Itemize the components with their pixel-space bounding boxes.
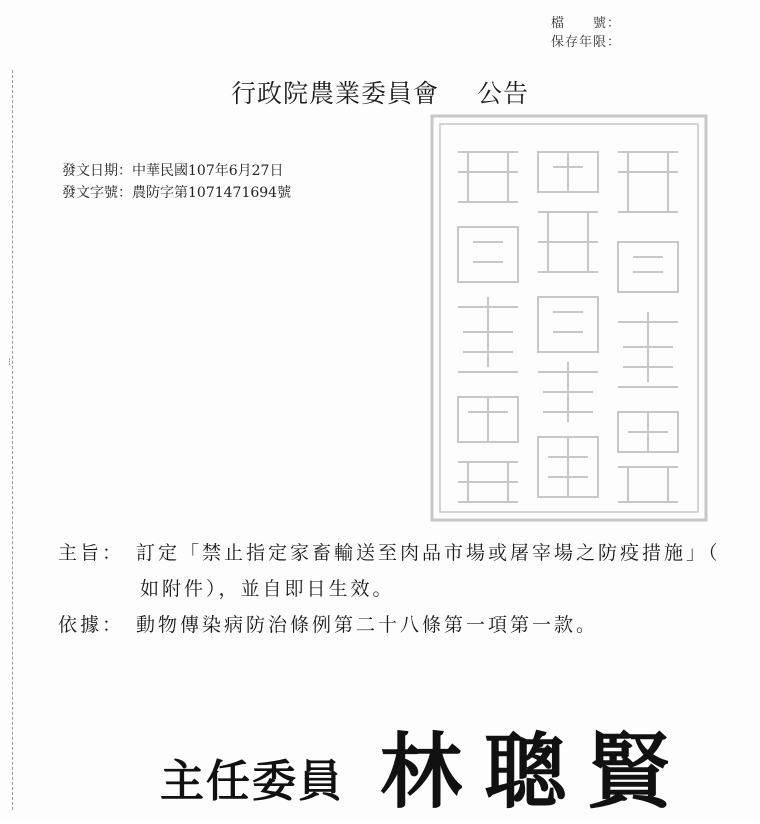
reference-number-value: 農防字第1071471694號 [132, 185, 292, 201]
subject-text-line2: 如附件），並自即日生效。 [140, 578, 395, 600]
basis-text: 動物傳染病防治條例第二十八條第一項第一款。 [136, 614, 599, 636]
retention-period-label: 保存年限： [551, 35, 622, 50]
subject-label: 主旨： [58, 542, 125, 564]
notice-body [58, 538, 758, 646]
signature-block [160, 705, 720, 819]
signatory-title: 主任委員 [160, 756, 344, 807]
issue-date-row [62, 160, 291, 182]
reference-number-row [62, 182, 291, 204]
archive-info [551, 14, 621, 52]
official-seal [428, 112, 710, 524]
subject-continuation-row [58, 574, 758, 610]
agency-name: 行政院農業委員會 [230, 79, 439, 108]
subject-text-line1: 訂定「禁止指定家畜輸送至肉品市場或屠宰場之防疫措施」（ [136, 542, 721, 564]
issue-metadata [62, 160, 291, 204]
signatory-name: 林聰賢 [380, 724, 693, 820]
issue-date-value: 中華民國107年6月27日 [132, 163, 284, 179]
official-seal-stamp-icon [428, 112, 710, 524]
reference-number-label: 發文字號： [62, 185, 132, 201]
binding-hole-mark: ⁝ [8, 357, 12, 368]
document-title [0, 74, 760, 110]
issue-date-label: 發文日期： [62, 163, 132, 179]
document-type: 公告 [477, 79, 530, 108]
basis-label: 依據： [58, 614, 125, 636]
subject-row [58, 538, 758, 574]
file-number-label: 檔 號： [551, 16, 622, 31]
binding-dashed-line [12, 70, 13, 810]
basis-row [58, 610, 758, 646]
